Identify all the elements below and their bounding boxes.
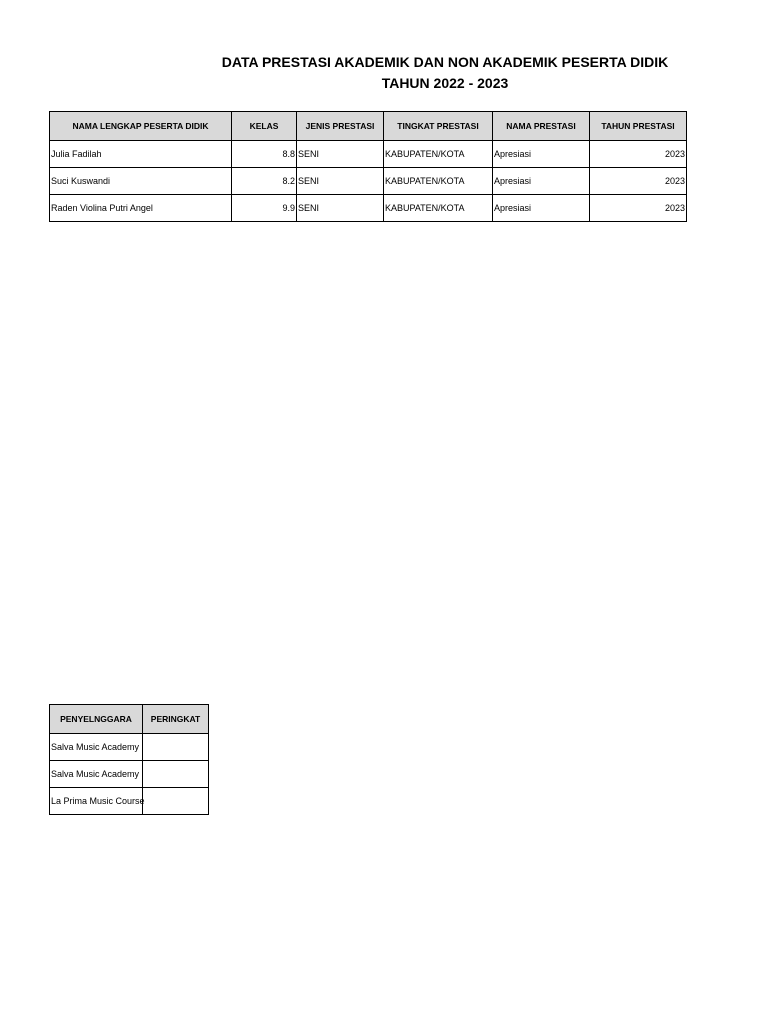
cell-achievement-name: Apresiasi xyxy=(493,141,590,168)
header-student-name: NAMA LENGKAP PESERTA DIDIK xyxy=(50,112,232,141)
table-row xyxy=(50,761,209,788)
header-achievement-level: TINGKAT PRESTASI xyxy=(384,112,493,141)
header-achievement-type: JENIS PRESTASI xyxy=(297,112,384,141)
achievement-table xyxy=(49,111,687,222)
cell-rank xyxy=(143,761,209,788)
organizer-text: Salva Music Academy xyxy=(51,742,140,752)
table-header-row xyxy=(50,112,687,141)
cell-organizer xyxy=(50,734,143,761)
title-line-1: DATA PRESTASI AKADEMIK DAN NON AKADEMIK PESERTA DIDIK xyxy=(221,54,669,70)
cell-rank xyxy=(143,734,209,761)
organizer-table xyxy=(49,704,209,815)
cell-organizer xyxy=(50,788,143,815)
cell-student-name: Julia Fadilah xyxy=(50,141,232,168)
table-row xyxy=(50,195,687,222)
organizer-text: La Prima Music Course xyxy=(51,796,145,806)
cell-achievement-level: KABUPATEN/KOTA xyxy=(384,195,493,222)
cell-student-name: Suci Kuswandi xyxy=(50,168,232,195)
header-achievement-year: TAHUN PRESTASI xyxy=(590,112,687,141)
table-header-row xyxy=(50,705,209,734)
header-organizer: PENYELNGGARA xyxy=(50,705,143,734)
header-achievement-name: NAMA PRESTASI xyxy=(493,112,590,141)
cell-achievement-type: SENI xyxy=(297,168,384,195)
title-line-2: TAHUN 2022 - 2023 xyxy=(381,75,509,91)
cell-achievement-name: Apresiasi xyxy=(493,168,590,195)
cell-achievement-level: KABUPATEN/KOTA xyxy=(384,141,493,168)
table-row xyxy=(50,141,687,168)
cell-achievement-year: 2023 xyxy=(590,195,687,222)
cell-achievement-type: SENI xyxy=(297,195,384,222)
header-rank: PERINGKAT xyxy=(143,705,209,734)
table-row xyxy=(50,788,209,815)
cell-organizer xyxy=(50,761,143,788)
cell-rank xyxy=(143,788,209,815)
cell-achievement-name: Apresiasi xyxy=(493,195,590,222)
table-row xyxy=(50,168,687,195)
table-row xyxy=(50,734,209,761)
cell-achievement-year: 2023 xyxy=(590,141,687,168)
cell-achievement-level: KABUPATEN/KOTA xyxy=(384,168,493,195)
cell-class: 8.8 xyxy=(232,141,297,168)
cell-achievement-year: 2023 xyxy=(590,168,687,195)
header-class: KELAS xyxy=(232,112,297,141)
organizer-text: Salva Music Academy xyxy=(51,769,140,779)
cell-class: 8.2 xyxy=(232,168,297,195)
cell-achievement-type: SENI xyxy=(297,141,384,168)
page-title xyxy=(200,52,690,94)
cell-class: 9.9 xyxy=(232,195,297,222)
cell-student-name: Raden Violina Putri Angel xyxy=(50,195,232,222)
